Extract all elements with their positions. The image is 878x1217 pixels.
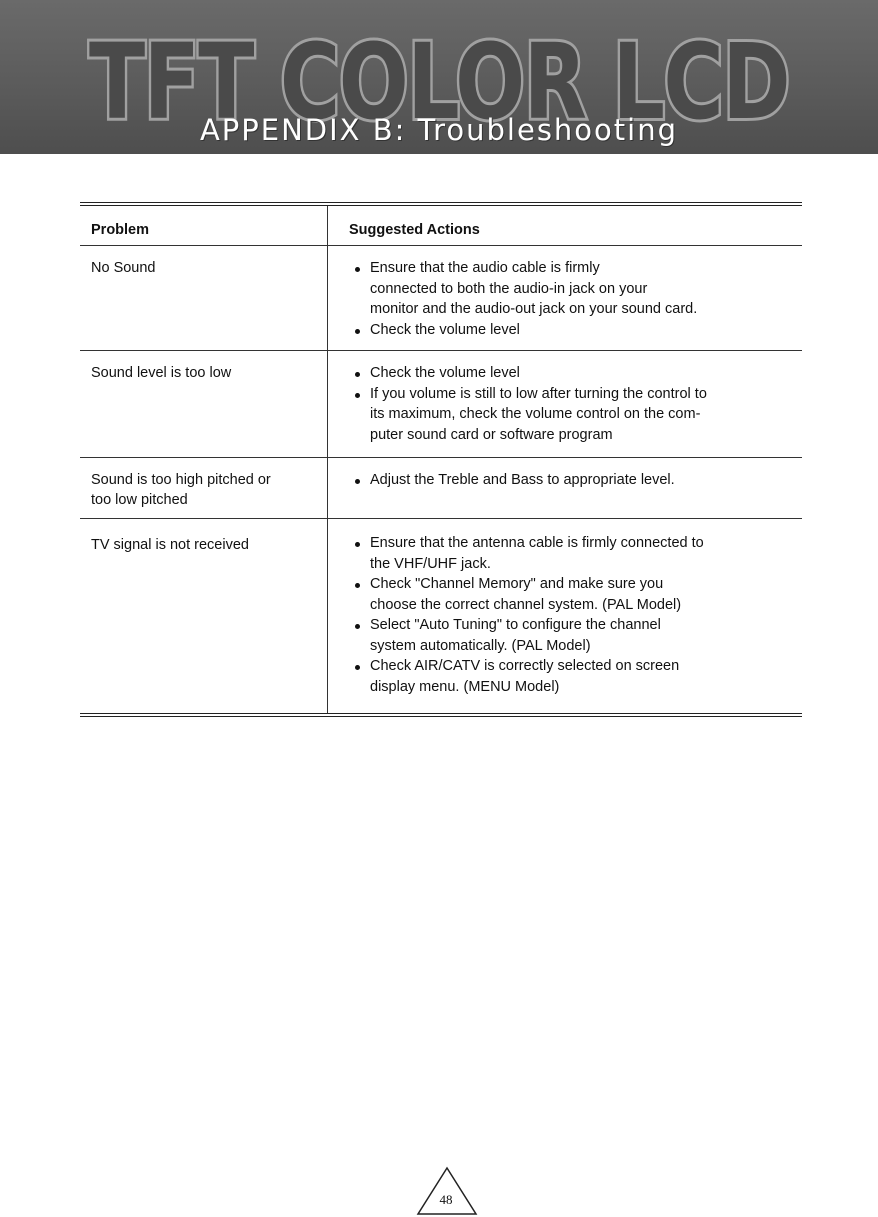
bullet-dot-icon [355, 624, 360, 629]
header-banner [0, 0, 878, 154]
table-row [80, 519, 802, 713]
table-row [80, 246, 802, 351]
action-continuation [350, 425, 770, 446]
action-text: Check "Channel Memory" and make sure you [370, 576, 664, 592]
action-text: display menu. (MENU Model) [370, 678, 560, 695]
action-bullet-item [350, 320, 770, 341]
problem-cell: TV signal is not received [91, 537, 249, 553]
table-bottom-rule [80, 713, 802, 717]
table-row [80, 351, 802, 458]
page-title: APPENDIX B: Troubleshooting [199, 113, 679, 147]
actions-cell [350, 363, 770, 445]
action-continuation [350, 279, 770, 300]
table-header-row [80, 206, 802, 246]
action-continuation [350, 595, 770, 616]
action-bullet-item [350, 363, 770, 384]
header-problem: Problem [91, 222, 150, 238]
action-text: If you volume is still to low after turning the control to [370, 385, 707, 402]
page-number-triangle [415, 1165, 479, 1217]
action-text: puter sound card or software program [370, 426, 613, 443]
action-continuation [350, 554, 770, 575]
action-text: Select "Auto Tuning" to configure the channel [370, 617, 661, 633]
action-bullet-item [350, 615, 770, 636]
problem-cell: Sound is too high pitched or too low pitched [91, 472, 271, 508]
troubleshooting-table [80, 202, 802, 717]
bullet-dot-icon [355, 372, 360, 377]
action-bullet-item [350, 656, 770, 677]
action-text: Adjust the Treble and Bass to appropriate level. [370, 472, 675, 488]
action-text: monitor and the audio-out jack on your sound card. [370, 301, 698, 317]
action-bullet-item [350, 258, 770, 279]
bullet-dot-icon [355, 479, 360, 484]
header-actions: Suggested Actions [349, 222, 480, 238]
action-text: Check the volume level [370, 321, 520, 338]
page-number: 48 [439, 1192, 453, 1207]
action-text: choose the correct channel system. (PAL Model) [370, 596, 682, 613]
action-text: Check the volume level [370, 365, 520, 381]
bullet-dot-icon [355, 267, 360, 272]
table-row [80, 458, 802, 519]
problem-cell: No Sound [91, 260, 156, 276]
action-continuation [350, 636, 770, 657]
action-text: Ensure that the audio cable is firmly [370, 260, 600, 276]
bullet-dot-icon [355, 583, 360, 588]
action-bullet-item [350, 533, 770, 554]
action-text: system automatically. (PAL Model) [370, 637, 591, 654]
problem-cell: Sound level is too low [91, 365, 232, 381]
bullet-dot-icon [355, 329, 360, 334]
action-continuation [350, 299, 770, 320]
action-bullet-item [350, 470, 770, 491]
action-continuation [350, 404, 770, 425]
bullet-dot-icon [355, 393, 360, 398]
action-text: the VHF/UHF jack. [370, 555, 491, 572]
action-bullet-item [350, 384, 770, 405]
bullet-dot-icon [355, 665, 360, 670]
action-text: Ensure that the antenna cable is firmly connected to [370, 535, 704, 551]
logo-text: TFT COLOR LCD [89, 21, 789, 143]
action-continuation [350, 677, 770, 698]
bullet-dot-icon [355, 542, 360, 547]
actions-cell [350, 258, 770, 340]
action-text: connected to both the audio-in jack on your [370, 280, 648, 297]
actions-cell [350, 470, 770, 491]
action-bullet-item [350, 574, 770, 595]
action-text: its maximum, check the volume control on the com- [370, 406, 701, 422]
action-text: Check AIR/CATV is correctly selected on screen [370, 658, 680, 674]
actions-cell [350, 533, 770, 697]
